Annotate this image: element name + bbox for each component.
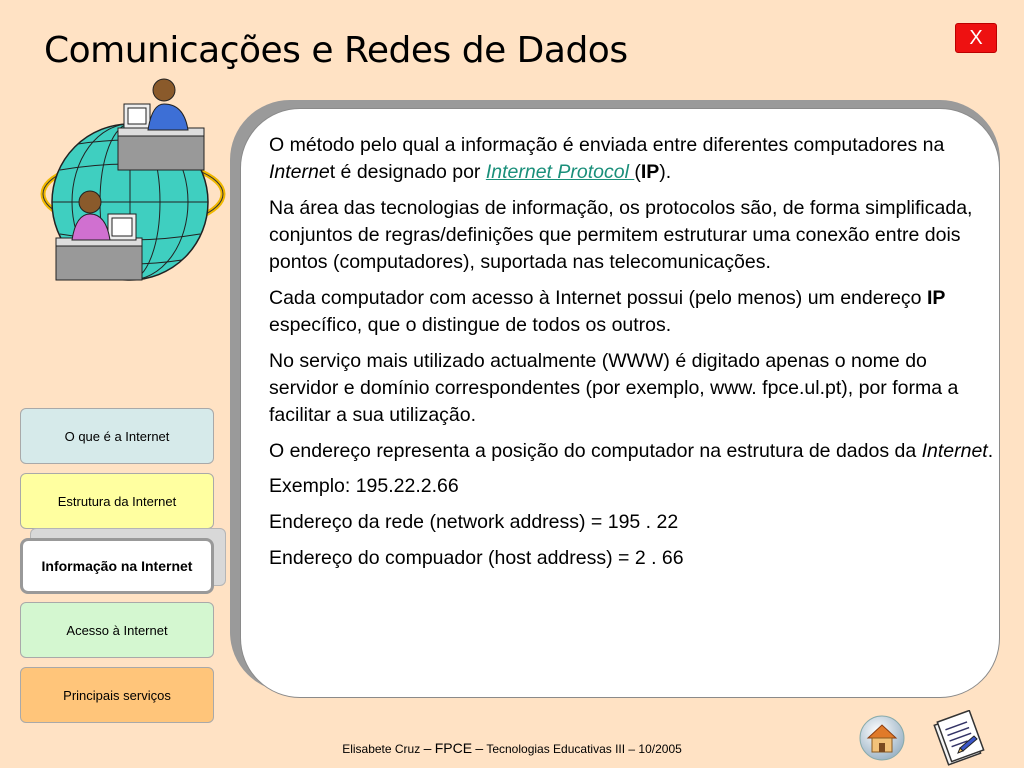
text-bold: IP (926, 287, 946, 309)
text: ). (659, 161, 672, 183)
paragraph-address-position (269, 438, 997, 465)
paragraph-network-address: Endereço da rede (network address) = 195 . 22 (269, 511, 679, 533)
text: específico, que o distingue de todos os outros. (269, 314, 672, 336)
network-globe-illustration (38, 72, 228, 292)
footer-separator: – (423, 740, 432, 756)
nav-informacao-na-internet[interactable]: Informação na Internet (20, 538, 214, 594)
footer-course: Tecnologias Educativas III – 10/2005 (486, 742, 682, 756)
paragraph-ip-address (269, 285, 997, 339)
text: O endereço representa a posição do computador na estrutura de dados da (269, 440, 922, 462)
text: ( (634, 161, 641, 183)
footer-author: Elisabete Cruz (342, 742, 421, 756)
text-italic: Internet (921, 440, 988, 462)
paragraph-www: No serviço mais utilizado actualmente (WWW) é digitado apenas o nome do servidor e domínio correspondentes (por exemplo, www. fpce.ul.pt), por forma a facilitar a sua utilização. (269, 350, 959, 426)
internet-protocol-link[interactable]: Internet Protocol (485, 161, 635, 183)
paragraph-host-address: Endereço do compuador (host address) = 2 . 66 (269, 547, 684, 569)
text: Cada computador com acesso à Internet possui (pelo menos) um endereço (269, 287, 927, 309)
close-button[interactable]: X (955, 23, 997, 53)
document-icon[interactable] (930, 710, 986, 766)
footer-separator: – (475, 740, 484, 756)
text: t é designado por (329, 161, 486, 183)
footer-institution: FPCE (434, 740, 473, 756)
text-bold: IP (640, 161, 660, 183)
paragraph-protocols: Na área das tecnologias de informação, os protocolos são, de forma simplificada, conjuntos de regras/definições que permitem estruturar uma conexão entre dois pontos (computadores), suportada nas telecomunicações. (269, 197, 973, 273)
content-text (269, 132, 997, 581)
nav-acesso-a-internet[interactable]: Acesso à Internet (20, 602, 214, 658)
home-icon[interactable] (858, 714, 906, 762)
text: . (987, 440, 994, 462)
page-title: Comunicações e Redes de Dados (44, 30, 628, 71)
text: O método pelo qual a informação é enviada entre diferentes computadores na (269, 134, 945, 156)
paragraph-example: Exemplo: 195.22.2.66 (269, 475, 459, 497)
nav-estrutura-da-internet[interactable]: Estrutura da Internet (20, 473, 214, 529)
paragraph-ip-definition (269, 132, 997, 186)
text-italic: Interne (269, 161, 330, 183)
nav-principais-servicos[interactable]: Principais serviços (20, 667, 214, 723)
nav-o-que-e-a-internet[interactable]: O que é a Internet (20, 408, 214, 464)
